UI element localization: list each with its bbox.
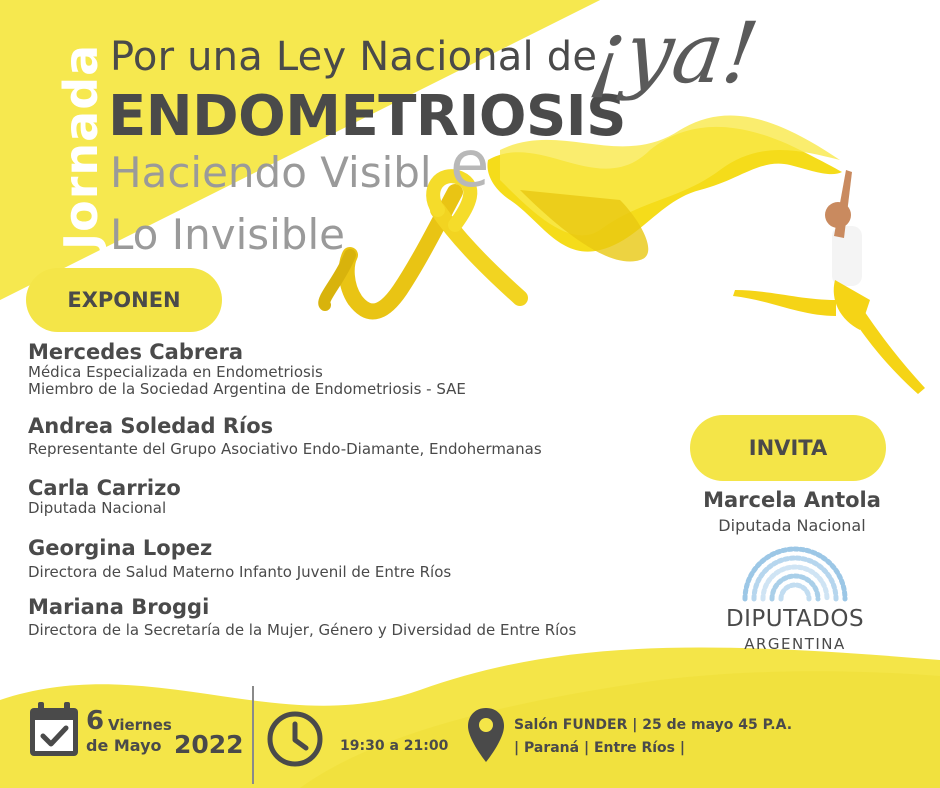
jornada-vertical-title: Jornada xyxy=(54,43,108,250)
invita-badge: INVITA xyxy=(690,415,886,481)
speaker-name: Andrea Soledad Ríos xyxy=(28,414,274,438)
footer-divider xyxy=(252,686,254,784)
title-line-4: Lo Invisible xyxy=(110,210,345,259)
speaker-item xyxy=(28,536,451,581)
date-weekday: Viernes xyxy=(108,716,172,734)
location-pin-icon xyxy=(466,706,506,764)
host-name: Marcela Antola xyxy=(703,488,881,512)
host-role: Diputada Nacional xyxy=(718,516,866,535)
date-day-number: 6 xyxy=(86,706,105,736)
title-line-1: Por una Ley Nacional de xyxy=(110,34,598,80)
speaker-role: Diputada Nacional xyxy=(28,499,167,517)
speaker-role: Representante del Grupo Asociativo Endo-Diamante, Endohermanas xyxy=(28,440,542,458)
speaker-item xyxy=(28,476,181,517)
speaker-item xyxy=(28,595,576,639)
speaker-role: Directora de la Secretaría de la Mujer, Género y Diversidad de Entre Ríos xyxy=(28,621,577,639)
speaker-name: Mercedes Cabrera xyxy=(28,340,244,364)
date-year: 2022 xyxy=(174,730,244,759)
logo-argentina: ARGENTINA xyxy=(744,635,846,653)
congress-dome-logo xyxy=(740,544,850,604)
speaker-role: Médica Especializada en Endometriosis xyxy=(28,363,323,381)
clock-icon xyxy=(266,710,324,768)
speaker-item xyxy=(28,340,466,398)
logo-diputados: DIPUTADOS xyxy=(725,606,865,632)
event-place-line-1: Salón FUNDER | 25 de mayo 45 P.A. xyxy=(514,717,793,733)
host-block xyxy=(686,488,898,535)
title-line-3: Haciendo Visibl xyxy=(110,148,432,197)
speaker-name: Carla Carrizo xyxy=(28,476,181,500)
date-month: de Mayo xyxy=(86,736,162,755)
speaker-role-2: Miembro de la Sociedad Argentina de Endometriosis - SAE xyxy=(28,380,466,398)
speaker-role: Directora de Salud Materno Infanto Juvenil de Entre Ríos xyxy=(28,563,452,581)
speaker-item xyxy=(28,414,542,458)
event-time: 19:30 a 21:00 xyxy=(340,738,449,754)
ya-exclamation: ¡ya! xyxy=(585,4,764,102)
title-e-letter: e xyxy=(450,128,490,202)
speaker-name: Mariana Broggi xyxy=(28,595,210,619)
event-place-line-2: | Paraná | Entre Ríos | xyxy=(514,740,685,756)
calendar-check-icon xyxy=(28,700,80,758)
title-endometriosis: ENDOMETRIOSIS xyxy=(108,84,626,149)
speaker-name: Georgina Lopez xyxy=(28,536,213,560)
exponen-badge: EXPONEN xyxy=(26,268,222,332)
